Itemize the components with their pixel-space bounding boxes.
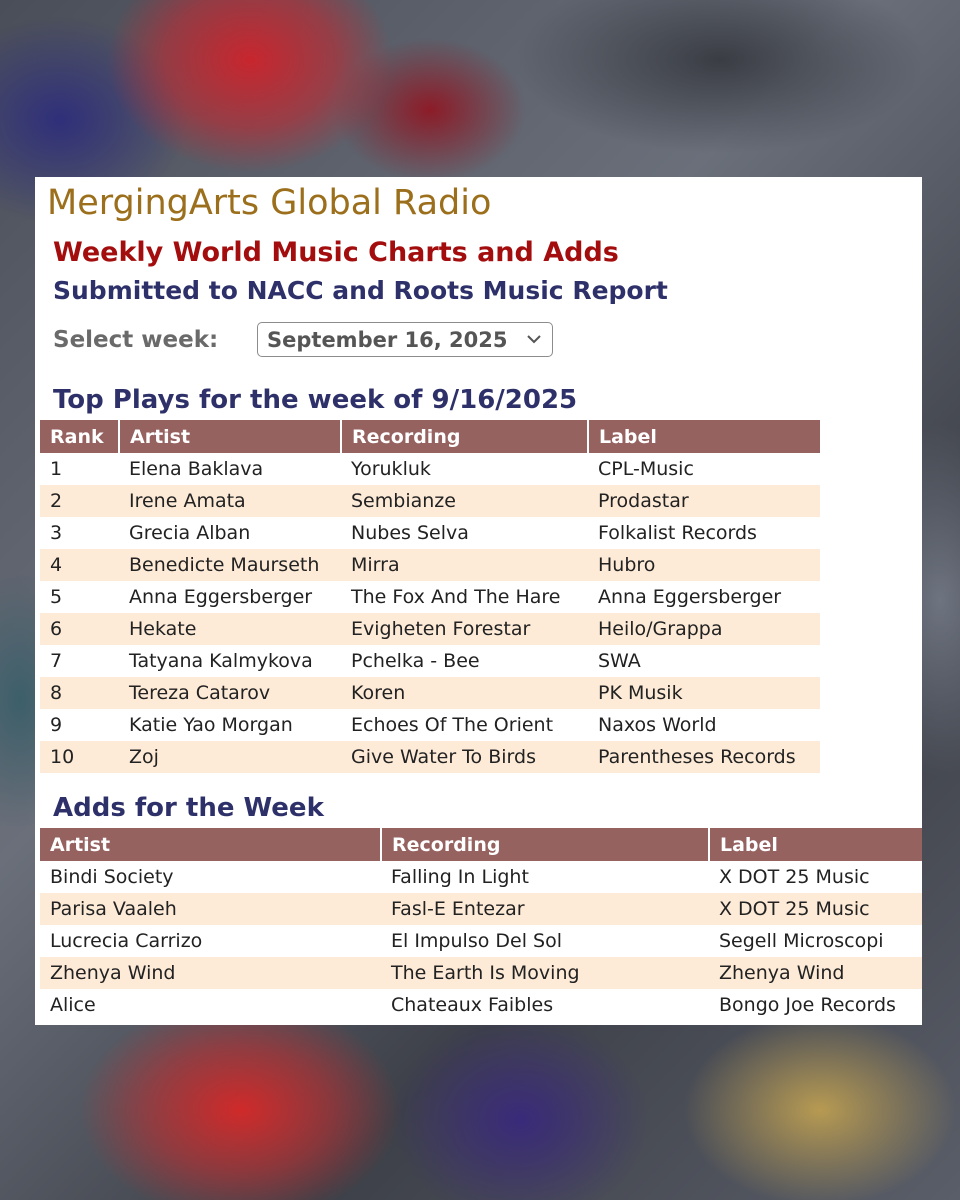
rank-cell: 4 (40, 549, 119, 581)
rank-cell: 10 (40, 741, 119, 773)
artist-cell: Lucrecia Carrizo (40, 925, 381, 957)
label-cell: X DOT 25 Music (709, 893, 922, 925)
label-cell: Folkalist Records (588, 517, 820, 549)
recording-cell: Mirra (341, 549, 588, 581)
artist-cell: Alice (40, 989, 381, 1021)
label-cell: Hubro (588, 549, 820, 581)
label-cell: Anna Eggersberger (588, 581, 820, 613)
artist-cell: Bindi Society (40, 861, 381, 893)
rank-cell: 9 (40, 709, 119, 741)
table-row (40, 581, 820, 613)
recording-cell: Echoes Of The Orient (341, 709, 588, 741)
artist-cell: Parisa Vaaleh (40, 893, 381, 925)
recording-cell: Nubes Selva (341, 517, 588, 549)
label-cell: Naxos World (588, 709, 820, 741)
submission-note: Submitted to NACC and Roots Music Report (53, 276, 668, 305)
table-header-row (40, 420, 820, 453)
recording-cell: Chateaux Faibles (381, 989, 709, 1021)
artist-cell: Tatyana Kalmykova (119, 645, 341, 677)
week-select-value: September 16, 2025 (267, 328, 508, 352)
table-header-row (40, 828, 922, 861)
label-cell: Bongo Joe Records (709, 989, 922, 1021)
table-row (40, 517, 820, 549)
table-row (40, 709, 820, 741)
artist-cell: Benedicte Maurseth (119, 549, 341, 581)
artist-cell: Elena Baklava (119, 453, 341, 485)
label-cell: Parentheses Records (588, 741, 820, 773)
label-cell: Segell Microscopi (709, 925, 922, 957)
recording-cell: Evigheten Forestar (341, 613, 588, 645)
table-row (40, 957, 922, 989)
column-header-label: Label (709, 828, 922, 861)
recording-cell: Yorukluk (341, 453, 588, 485)
top-plays-table (40, 420, 820, 773)
recording-cell: Sembianze (341, 485, 588, 517)
column-header-recording: Recording (341, 420, 588, 453)
recording-cell: The Earth Is Moving (381, 957, 709, 989)
rank-cell: 6 (40, 613, 119, 645)
table-row (40, 893, 922, 925)
adds-table (40, 828, 922, 1021)
label-cell: Heilo/Grappa (588, 613, 820, 645)
table-row (40, 989, 922, 1021)
recording-cell: Give Water To Birds (341, 741, 588, 773)
label-cell: Prodastar (588, 485, 820, 517)
rank-cell: 3 (40, 517, 119, 549)
column-header-label: Label (588, 420, 820, 453)
rank-cell: 7 (40, 645, 119, 677)
label-cell: X DOT 25 Music (709, 861, 922, 893)
table-row (40, 677, 820, 709)
table-row (40, 549, 820, 581)
rank-cell: 2 (40, 485, 119, 517)
recording-cell: El Impulso Del Sol (381, 925, 709, 957)
artist-cell: Anna Eggersberger (119, 581, 341, 613)
column-header-recording: Recording (381, 828, 709, 861)
label-cell: PK Musik (588, 677, 820, 709)
recording-cell: Fasl-E Entezar (381, 893, 709, 925)
label-cell: CPL-Music (588, 453, 820, 485)
artist-cell: Grecia Alban (119, 517, 341, 549)
week-select[interactable] (257, 322, 553, 357)
rank-cell: 8 (40, 677, 119, 709)
recording-cell: Pchelka - Bee (341, 645, 588, 677)
artist-cell: Katie Yao Morgan (119, 709, 341, 741)
adds-title: Adds for the Week (53, 793, 324, 823)
table-row (40, 485, 820, 517)
recording-cell: Koren (341, 677, 588, 709)
label-cell: SWA (588, 645, 820, 677)
artist-cell: Hekate (119, 613, 341, 645)
chevron-down-icon (524, 329, 544, 349)
artist-cell: Zoj (119, 741, 341, 773)
page-subtitle: Weekly World Music Charts and Adds (53, 237, 619, 268)
table-row (40, 613, 820, 645)
content-panel (35, 177, 922, 1025)
artist-cell: Tereza Catarov (119, 677, 341, 709)
artist-cell: Irene Amata (119, 485, 341, 517)
column-header-artist: Artist (119, 420, 341, 453)
rank-cell: 5 (40, 581, 119, 613)
top-plays-title: Top Plays for the week of 9/16/2025 (53, 385, 578, 415)
column-header-rank: Rank (40, 420, 119, 453)
rank-cell: 1 (40, 453, 119, 485)
table-row (40, 453, 820, 485)
recording-cell: The Fox And The Hare (341, 581, 588, 613)
site-title: MergingArts Global Radio (47, 183, 492, 223)
artist-cell: Zhenya Wind (40, 957, 381, 989)
table-row (40, 861, 922, 893)
week-select-label: Select week: (53, 327, 219, 353)
table-row (40, 925, 922, 957)
table-row (40, 645, 820, 677)
column-header-artist: Artist (40, 828, 381, 861)
label-cell: Zhenya Wind (709, 957, 922, 989)
table-row (40, 741, 820, 773)
recording-cell: Falling In Light (381, 861, 709, 893)
